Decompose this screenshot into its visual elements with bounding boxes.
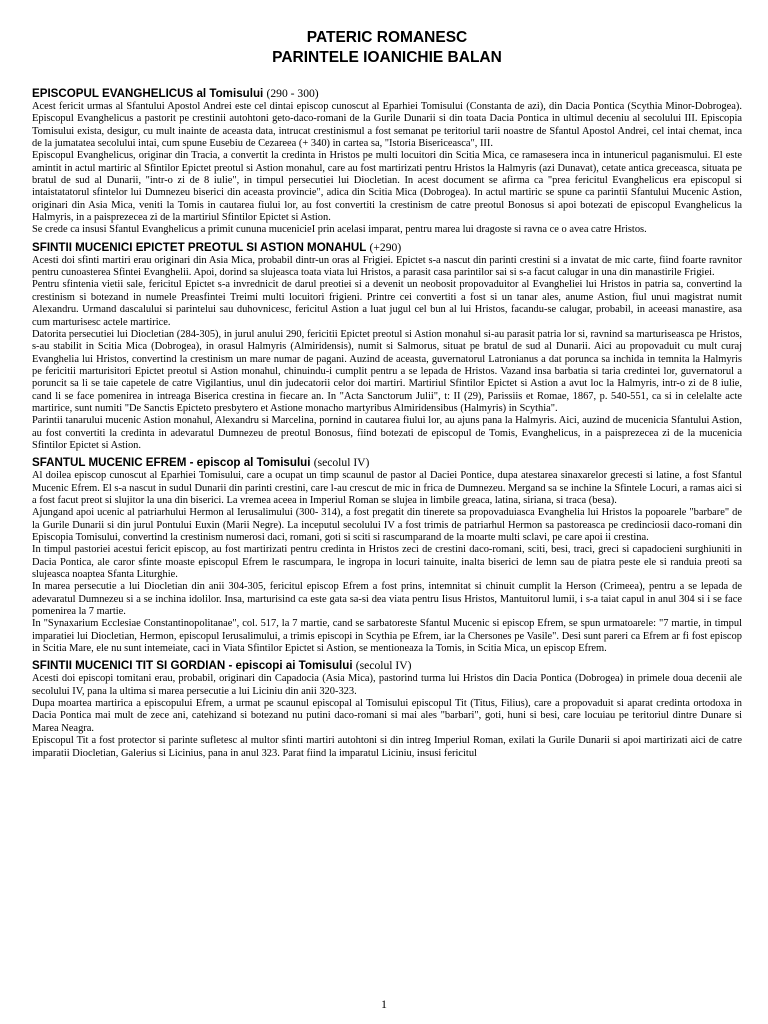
paragraph: In marea persecutie a lui Diocletian din anii 304-305, fericitul episcop Efrem a fost prins, intemnitat si chinuit cumplit la Herson (Crimeea), pentru a se lepada de adevaratul Dumnezeu si a se inchina idolilor. Insa, marturisind ca este gata sa-si dea viata pentru Iisus Hristos, Mantuitorul lumii, i s-a taiat capul in anul 304 si i se face pomenirea la 7 martie. (32, 581, 742, 618)
paragraph: Episcopul Evanghelicus, originar din Tracia, a convertit la credinta in Hristos pe multi locuitori din Scitia Mica, ce ramasesera inca in intunericul paganismului. El este amintit in actul martiric al Sfintilor Epictet preotul si Astion monahul, care au fost martirizati pentru Hristos la Halmyris (azi Dunavat), cetate antica greceasca, situata pe bratul de sud al Dunarii, "intr-o zi de 8 iulie", in timpul persecutiei lui Diocletian. In acest document se afirma ca "prea fericitul Evanghelicus era episcopul si intaistatatorul sfintelor lui Dumnezeu biserici din aceasta provincie", adica din Scitia Mica (Dobrogea). In actul martiric se spune ca parintii Sfantului Mucenic Astion, originari din Asia Mica, veniti la Tomis in cautarea fiului lor, au fost convertiti la crestinism de catre preotul Bonosus si apoi botezati de episcopul Evanghelicus la Halmyris, in a paisprezecea zi de la martiriul Sfintilor Epictet si Astion. (32, 150, 742, 224)
section-heading (32, 659, 742, 673)
section-heading (32, 456, 742, 470)
document-title (32, 28, 742, 68)
section-evanghelicus (32, 87, 742, 237)
paragraph: Acest fericit urmas al Sfantului Apostol Andrei este cel dintai episcop cunoscut al Eparhiei Tomisului (Constanta de azi), din Dacia Pontica (Scythia Minor-Dobrogea). Episcopul Evanghelicus a pastorit pe crestinii autohtoni geto-daco-romani de la Gurile Dunarii si din toata Dacia Pontica in ultimul deceniu al secolului III. Episcopia Tomisului exista, desigur, cu mult inainte de aceasta data, intrucat crestinismul a fost semanat pe teritoriul tarii noastre de Sfantul Apostol Andrei, cel intai chemat, inca de la jumatatea secolului intai, cum spune Eusebiu de Cezareea (+ 340) in cartea sa, "Istoria Bisericeasca", III. (32, 101, 742, 150)
paragraph: Al doilea episcop cunoscut al Eparhiei Tomisului, care a ocupat un timp scaunul de pastor al Daciei Pontice, dupa atestarea sinaxarelor grecesti si latine, a fost Sfantul Mucenic Efrem. El s-a nascut in sudul Dunarii din parinti crestini, care l-au crescut de mic in frica de Dumnezeu. Mergand sa se inchine la Sfintele Locuri, a ramas aici si a fost facut preot si slujitor la una din biserici. La vremea aceea in Imperiul Roman se slujea in limbile greaca, latina, siriana, si traca (besa). (32, 470, 742, 506)
paragraph: Parintii tanarului mucenic Astion monahul, Alexandru si Marcelina, pornind in cautarea fiului lor, au ajuns pana la Halmyris. Aici, auzind de mucenicia Sfantului Astion, au fost convertiti la credinta in adevaratul Dumnezeu de preotul Bonosus, fiind botezati de episcopul de Tomis, Evanghelicus, in a paisprezecea zi de la mucenicia Sfintilor Epictet si Astion. (32, 415, 742, 451)
section-heading-text: SFANTUL MUCENIC EFREM - episcop al Tomisului (32, 456, 311, 470)
section-tit-gordian (32, 659, 742, 759)
section-efrem (32, 456, 742, 655)
section-dates: (+290) (369, 240, 402, 254)
title-line-1: PATERIC ROMANESC (306, 29, 468, 46)
paragraph: Ajungand apoi ucenic al patriarhului Hermon al Ierusalimului (300- 314), a fost pregatit din tinerete sa propovaduiasca Evanghelia lui Hristos la popoarele "barbare" de la Gurile Dunarii si din jurul Pontului Euxin (Marii Negre). La inceputul secolului IV a fost trimis de patriarhul Hermon sa pastoreasca pe credinciosii daco-romani din Episcopia Tomisului, convertind la crestinism numerosi daci, romani, goti si sciti si rascumparand de la moarte multi sclavi, pe care apoi ii crestina. (32, 507, 742, 543)
section-dates: (secolul IV) (355, 659, 412, 673)
section-dates: (290 - 300) (266, 87, 319, 100)
paragraph: Pentru sfintenia vietii sale, fericitul Epictet s-a invrednicit de darul preotiei si a devenit un neobosit propovaduitor al Evangheliei lui Hristos in patria sa, convertind la crestinism si botezand in numele Preasfintei Treimi multi locuitori frigieni. Printre cei convertiti a fost si un tanar ales, anume Astion, fiul unui magistrat numit Alexandru. Urmand dascalului si parintelui sau duhovnicesc, fericitul Astion a luat jugul cel bun al lui Hristos, facandu-se calugar, probabil, in aceeasi manastire, asa cum marturisesc actele martirice. (32, 279, 742, 328)
paragraph: Acesti doi sfinti martiri erau originari din Asia Mica, probabil dintr-un oras al Frigiei. Epictet s-a nascut din parinti crestini si a invatat de mic carte, fiind foarte ravnitor pentru cunoasterea Sfintei Evanghelii. Apoi, dorind sa slujeasca toata viata lui Hristos, a parasit casa parintilor sai si s-a facut calugar in una din manastirile Frigiei. (32, 254, 742, 279)
section-heading-text: EPISCOPUL EVANGHELICUS al Tomisului (32, 87, 264, 100)
section-dates: (secolul IV) (313, 456, 370, 470)
paragraph: In timpul pastoriei acestui fericit episcop, au fost martirizati pentru credinta in Hristos zeci de crestini daco-romani, sciti, besi, traci, greci si capadocieni surghiuniti in Dacia Pontica, ale caror sfinte moaste episcopul Efrem le rascumpara, le ingropa in locuri tainuite, inalta biserici de lemn sau de piatra peste ele si randuia preoti sa slujeasca noaptea Sfanta Liturghie. (32, 544, 742, 581)
page-number: 1 (381, 997, 387, 1011)
document-page (32, 28, 742, 760)
paragraph: In "Synaxarium Ecclesiae Constantinopolitanae", col. 517, la 7 martie, cand se sarbatoreste Sfantul Mucenic si episcop Efrem, se spun urmatoarele: "7 martie, in timpul imparatiei lui Diocletian, Hermon, episcopul Ierusalimului, a trimis episcopi in Scythia pe Efrem, iar la Chersones pe Vasile". Desi sunt pareri ca Efrem ar fi fost episcop in Scitia Mare, ele nu sunt intemeiate, caci in Viata Sfintilor Epictet si Astion, se mentioneaza la Tomis, in Scitia Mica, un episcop Efrem. (32, 618, 742, 655)
section-heading (32, 87, 742, 101)
paragraph: Datorita persecutiei lui Diocletian (284-305), in jurul anului 290, fericitii Epictet preotul si Astion monahul si-au parasit patria lor si, ravnind sa marturiseasca pe Hristos, s-au stabilit in Scitia Mica (Dobrogea), in orasul Halmyris (Almiridensis), numit si Salmorus, situat pe bratul de sud al Dunarii. Aici au propovaduit cu mult curaj Evanghelia lui Hristos, convertind la crestinism un mare numar de pagani. Auzind de aceasta, guvernatorul Latronianus a dat porunca sa inchida in temnita la Halmyris pe fericitii marturisitori Epictet preotul si Astion monahul, chinuindu-i cumplit pentru a se lepada de Hristos. Vazand insa barbatia si taria credintei lor, guvernatorul a poruncit sa li se taie capetele de catre Vigilantius, unul din judecatorii celor doi martiri. Martiriul Sfintilor Epictet si Astion a avut loc la Halmyris, intr-o zi de 8 iulie, cand li se face pomenirea in intreaga Biserica crestina in fiecare an. In "Acta Sanctorum Julii", t: II (29), Parissiis et Romae, 1867, p. 540-551, ca si in celelalte acte martirice, sunt numiti "De Sanctis Epicteto presbytero et Astione monacho martyribus Almiridensibus (Halmyris) in Scythia". (32, 328, 742, 414)
paragraph: Se crede ca insusi Sfantul Evanghelicus a primit cununa mucenicieI prin acelasi imparat, pentru marea lui dragoste si ravna ce o avea catre Hristos. (32, 224, 647, 236)
section-heading (32, 241, 742, 255)
paragraph: Acesti doi episcopi tomitani erau, probabil, originari din Capadocia (Asia Mica), pastorind turma lui Hristos din Dacia Pontica (Dobrogea) in primele doua decenii ale secolului IV, pana la ultima si marea persecutie a lui Liciniu din anii 320-323. (32, 673, 742, 697)
section-heading-text: SFINTII MUCENICI EPICTET PREOTUL SI ASTION MONAHUL (32, 240, 367, 254)
paragraph: Dupa moartea martirica a episcopului Efrem, a urmat pe scaunul episcopal al Tomisului episcopul Tit (Titus, Filius), care a propovaduit si aparat credinta ortodoxa in Dacia Pontica mai mult de zece ani, catehizand si botezand nu putini daco-romani si mai ales "barbari", goti, huni si besi, care locuiau pe teritoriul dintre Dunare si Marea Neagra. (32, 698, 742, 734)
section-heading-text: SFINTII MUCENICI TIT SI GORDIAN - episcopi ai Tomisului (32, 659, 353, 673)
title-line-2: PARINTELE IOANICHIE BALAN (272, 49, 502, 66)
section-epictet-astion (32, 241, 742, 453)
paragraph: Episcopul Tit a fost protector si parinte sufletesc al multor sfinti martiri autohtoni si din intreg Imperiul Roman, exilati la Gurile Dunarii si apoi martirizati aici de catre imparatii Diocletian, Galerius si Licinius, pana in anul 323. Parat fiind la imparatul Liciniu, insusi fericitul (32, 735, 742, 759)
